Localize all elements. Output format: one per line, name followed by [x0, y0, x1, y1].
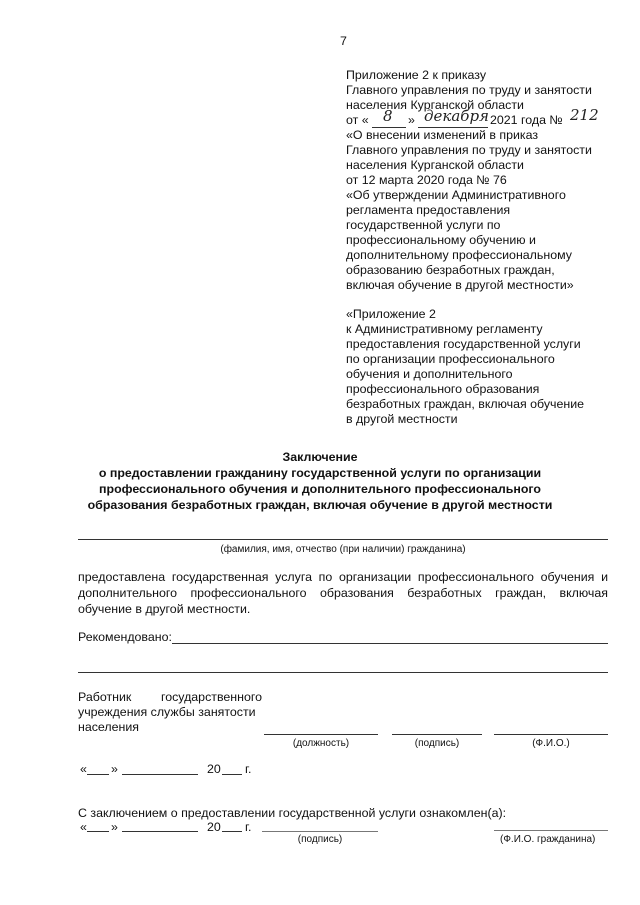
- annex-line: профессионального образования: [346, 382, 540, 396]
- handwritten-month: декабря: [424, 107, 489, 125]
- fio-caption: (фамилия, имя, отчество (при наличии) гражданина): [220, 544, 466, 555]
- header-line: «О внесении изменений в приказ: [346, 128, 539, 142]
- title-heading: Заключение: [282, 450, 358, 464]
- date-year-prefix: 20: [207, 762, 221, 776]
- position-line: [264, 734, 378, 735]
- header-line: Главного управления по труду и занятости: [346, 143, 592, 157]
- date-close-quote: »: [111, 820, 118, 834]
- annex-line: к Административному регламенту: [346, 322, 543, 336]
- signature-caption: (подпись): [414, 738, 460, 749]
- header-line: дополнительному профессиональному: [346, 248, 572, 262]
- recommended-line: [172, 643, 608, 644]
- date-month-blank: [122, 774, 198, 775]
- header-date-prefix: от «: [346, 113, 369, 127]
- date-open-quote: «: [80, 820, 87, 834]
- header-line: профессиональному обучению и: [346, 233, 536, 247]
- header-line: населения Курганской области: [346, 98, 524, 112]
- page-number: 7: [340, 34, 347, 48]
- date-year-suffix: г.: [245, 820, 252, 834]
- body-line: дополнительного профессионального образования безработных граждан, включая: [78, 586, 608, 600]
- handwritten-number: 212: [570, 106, 599, 124]
- recommended-line-2: [78, 672, 608, 673]
- date-day-blank: [87, 774, 109, 775]
- body-line: предоставлена государственная услуга по организации профессионального обучения и: [78, 570, 608, 584]
- header-line: Главного управления по труду и занятости: [346, 83, 592, 97]
- header-line: регламента предоставления: [346, 203, 511, 217]
- annex-line: предоставления государственной услуги: [346, 337, 581, 351]
- ack-name-line: [494, 830, 608, 831]
- header-line: от 12 марта 2020 года № 76: [346, 173, 507, 187]
- date-month-blank: [122, 831, 198, 832]
- worker-line: Работник государственного: [78, 690, 262, 704]
- ack-text: С заключением о предоставлении государственной услуги ознакомлен(а):: [78, 806, 507, 820]
- date-year-prefix: 20: [207, 820, 221, 834]
- annex-line: в другой местности: [346, 412, 458, 426]
- date-year-blank: [222, 774, 242, 775]
- ack-name-caption: (Ф.И.О. гражданина): [500, 834, 596, 845]
- title-line: профессионального обучения и дополнительного профессионального: [99, 482, 541, 496]
- header-year-text: 2021 года №: [490, 113, 563, 127]
- date-open-quote: «: [80, 762, 87, 776]
- date-year-suffix: г.: [245, 762, 252, 776]
- position-caption: (должность): [292, 738, 350, 749]
- date-day-blank: [87, 831, 109, 832]
- body-line: обучение в другой местности.: [78, 602, 251, 616]
- name-line: [494, 734, 608, 735]
- annex-line: «Приложение 2: [346, 307, 436, 321]
- worker-line: населения: [78, 720, 140, 734]
- annex-line: обучения и дополнительного: [346, 367, 513, 381]
- fio-line: [78, 539, 608, 540]
- header-line: населения Курганской области: [346, 158, 524, 172]
- handwritten-day: 8: [383, 107, 393, 125]
- header-line: государственной услуги по: [346, 218, 501, 232]
- header-date-mid: »: [408, 113, 415, 127]
- header-line: «Об утверждении Административного: [346, 188, 566, 202]
- header-line: включая обучение в другой местности»: [346, 278, 574, 292]
- annex-line: по организации профессионального: [346, 352, 555, 366]
- recommended-label: Рекомендовано:: [78, 630, 172, 644]
- header-line: образованию безработных граждан,: [346, 263, 555, 277]
- name-caption: (Ф.И.О.): [532, 738, 570, 749]
- title-line: о предоставлении гражданину государственной услуги по организации: [98, 466, 542, 480]
- date-year-blank: [222, 831, 242, 832]
- signature-line: [392, 734, 482, 735]
- ack-signature-caption: (подпись): [297, 834, 343, 845]
- title-line: образования безработных граждан, включая обучение в другой местности: [87, 498, 553, 512]
- worker-line: учреждения службы занятости: [78, 705, 256, 719]
- header-line: Приложение 2 к приказу: [346, 68, 487, 82]
- date-close-quote: »: [111, 762, 118, 776]
- annex-line: безработных граждан, включая обучение: [346, 397, 585, 411]
